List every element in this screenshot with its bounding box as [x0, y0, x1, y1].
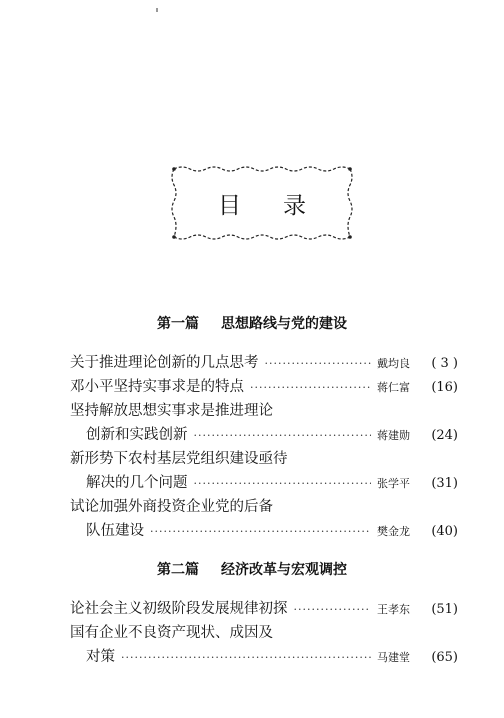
leader-dots — [194, 429, 372, 442]
entry-title: 国有企业不良资产现状、成因及 — [70, 625, 273, 641]
print-mark — [156, 8, 158, 12]
title-char-1: 目 — [218, 192, 241, 219]
entry-page: (31) — [431, 476, 458, 491]
entry-title: 邓小平坚持实事求是的特点 — [70, 379, 244, 395]
entry-title-continued: 队伍建设 — [86, 523, 144, 539]
toc-entry-2[interactable] — [70, 375, 458, 397]
entry-title-continued: 创新和实践创新 — [86, 427, 188, 443]
entry-title: 论社会主义初级阶段发展规律初探 — [70, 601, 288, 617]
section-title: 经济改革与宏观调控 — [221, 562, 347, 578]
section-heading-1 — [0, 313, 504, 333]
toc-entry-7-line-1[interactable] — [70, 621, 458, 643]
toc-entry-7-line-2[interactable] — [86, 645, 458, 667]
entry-author: 马建堂 — [377, 651, 410, 664]
leader-dots — [250, 381, 371, 394]
entry-page: (16) — [431, 380, 458, 395]
leader-dots — [294, 603, 372, 616]
toc-entry-1[interactable] — [70, 351, 458, 373]
entry-title: 试论加强外商投资企业党的后备 — [70, 499, 273, 515]
entry-title: 关于推进理论创新的几点思考 — [70, 355, 259, 371]
entry-author: 王孝东 — [377, 603, 410, 616]
entry-author: 樊金龙 — [377, 525, 410, 538]
entry-author: 张学平 — [377, 477, 410, 490]
entry-page: ( 3 ) — [431, 356, 458, 371]
entry-author: 蒋仁富 — [377, 381, 410, 394]
toc-entry-3-line-2[interactable] — [86, 423, 458, 445]
entry-page: (51) — [431, 602, 458, 617]
section-title: 思想路线与党的建设 — [221, 316, 347, 332]
leader-dots — [194, 477, 372, 490]
section-part-label: 第一篇 — [157, 316, 199, 332]
leader-dots — [265, 357, 372, 370]
toc-title — [168, 163, 356, 243]
entry-title: 新形势下农村基层党组织建设亟待 — [70, 451, 288, 467]
toc-entry-4-line-2[interactable] — [86, 471, 458, 493]
entry-author: 蒋建勋 — [377, 429, 410, 442]
toc-entry-5-line-1[interactable] — [70, 495, 458, 517]
entry-title-continued: 对策 — [86, 649, 115, 665]
leader-dots — [121, 651, 371, 664]
toc-title-frame — [168, 163, 356, 243]
entry-page: (40) — [431, 524, 458, 539]
section-heading-2 — [0, 559, 504, 579]
toc-entry-5-line-2[interactable] — [86, 519, 458, 541]
toc-entry-6[interactable] — [70, 597, 458, 619]
toc-entry-4-line-1[interactable] — [70, 447, 458, 469]
entry-page: (65) — [431, 650, 458, 665]
entry-title: 坚持解放思想实事求是推进理论 — [70, 403, 273, 419]
title-char-2: 录 — [283, 192, 306, 219]
entry-title-continued: 解决的几个问题 — [86, 475, 188, 491]
leader-dots — [150, 525, 371, 538]
entry-page: (24) — [431, 428, 458, 443]
toc-entry-3-line-1[interactable] — [70, 399, 458, 421]
section-part-label: 第二篇 — [157, 562, 199, 578]
entry-author: 戴均良 — [377, 357, 410, 370]
